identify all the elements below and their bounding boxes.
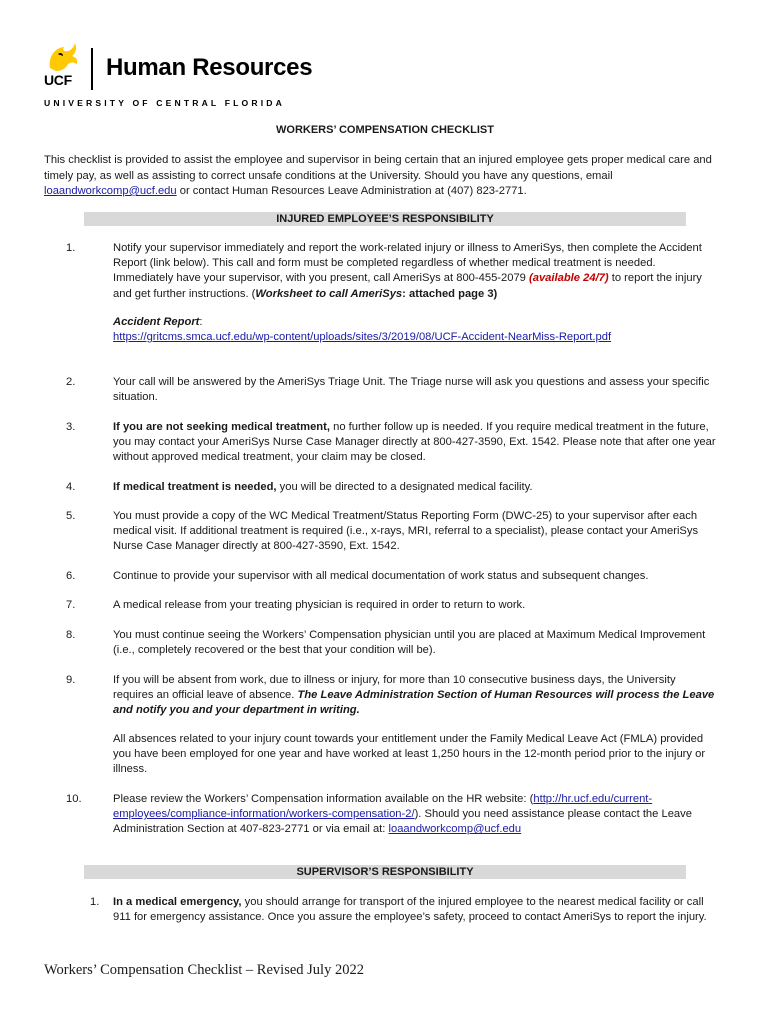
list-item: 1. Notify your supervisor immediately and report the work-related injury or illness to AmeriSys, then complete the Accident Report (link below). This call and form must be completed regardless of whether medical treatment is needed. Immediately have your supervisor, with you present, call AmeriSys at 800-455-2079 (available 24/7) to report the injury and get further instructions. (Worksheet to call AmeriSys: attached page 3) Accident Report: https://gritcms.smca.ucf.edu/wp-content/uploads/sites/3/2019/08/UCF-Accident-NearMiss-Report.pdf	[66, 242, 702, 344]
email-link[interactable]: loaandworkcomp@ucf.edu	[388, 823, 522, 836]
list-item: 2. Your call will be answered by the AmeriSys Triage Unit. The Triage nurse will ask you questions and assess your specific situation.	[66, 376, 710, 404]
list-item: 9. If you will be absent from work, due to illness or injury, for more than 10 consecutive business days, the University requires an official leave of absence. The Leave Administration Section of Human Resources will process the Leave and notify you and your department in writing. All absences related to your injury count towards your entitlement under the Family Medical Leave Act (FMLA) provided you have been employed for one year and have worked at least 1,250 hours in the 12-month period prior to the injury or illness.	[66, 674, 715, 776]
list-item: 3. If you are not seeking medical treatment, no further follow up is needed. If you require medical treatment in the future, you may contact your AmeriSys Nurse Case Manager directly at 800-427-3590, Ext. 1542. Please note that after one year without approved medical treatment, your claim may be closed.	[66, 421, 716, 464]
list-item: 5. You must provide a copy of the WC Medical Treatment/Status Reporting Form (DWC-25) to your supervisor after each medical visit. If additional treatment is required (i.e., x-rays, MRI, referral to a specialist), please contact your AmeriSys Nurse Case Manager directly at 800-427-3590, Ext. 1542.	[66, 510, 699, 553]
section-header-supervisor: SUPERVISOR’S RESPONSIBILITY	[84, 865, 686, 879]
ucf-logo-text: UCF	[44, 72, 72, 88]
ucf-hr-logo	[44, 42, 344, 112]
availability-note: (available 24/7)	[529, 272, 609, 285]
email-link[interactable]: loaandworkcomp@ucf.edu	[44, 185, 177, 197]
logo-divider	[91, 48, 93, 90]
list-item: 1. In a medical emergency, you should arrange for transport of the injured employee to the nearest medical facility or call 911 for emergency assistance. Once you assure the employee’s safety, proceed to contact AmeriSys to report the injury.	[90, 896, 707, 924]
list-item: 7. A medical release from your treating physician is required in order to return to work.	[66, 599, 526, 611]
list-item: 6. Continue to provide your supervisor with all medical documentation of work status and subsequent changes.	[66, 570, 649, 582]
list-item: 8. You must continue seeing the Workers’ Compensation physician until you are placed at Maximum Medical Improvement (i.e., completely recovered or the best that your condition will be).	[66, 629, 706, 657]
accident-report-link[interactable]: https://gritcms.smca.ucf.edu/wp-content/uploads/sites/3/2019/08/UCF-Accident-NearMiss-Report.pdf	[113, 331, 612, 344]
department-name: Human Resources	[106, 54, 313, 81]
list-item: 10. Please review the Workers’ Compensation information available on the HR website: (http://hr.ucf.edu/current-employees/compliance-information/workers-compensation-2/). Should you need assistance please contact the Leave Administration Section at 407-823-2771 or via email at: loaandworkcomp@ucf.edu	[66, 793, 692, 836]
section-header-employee: INJURED EMPLOYEE’S RESPONSIBILITY	[84, 212, 686, 226]
intro-paragraph: This checklist is provided to assist the employee and supervisor in being certain that an injured employee gets proper medical care and timely pay, as well as assisting to correct unsafe conditions at the University. Should you have any questions, email loaandworkcomp@ucf.edu or contact Human Resources Leave Administration at (407) 823-2771.	[44, 154, 712, 197]
page-footer: Workers’ Compensation Checklist – Revised July 2022	[44, 962, 364, 978]
list-item: 4. If medical treatment is needed, you will be directed to a designated medical facility.	[66, 481, 533, 493]
item-number: 1.	[66, 242, 76, 254]
university-name: UNIVERSITY OF CENTRAL FLORIDA	[44, 98, 285, 108]
page-title: WORKERS’ COMPENSATION CHECKLIST	[276, 124, 494, 136]
hr-website-link[interactable]: http://hr.ucf.edu/current-employees/compliance-information/workers-compensation-2/	[113, 793, 653, 821]
